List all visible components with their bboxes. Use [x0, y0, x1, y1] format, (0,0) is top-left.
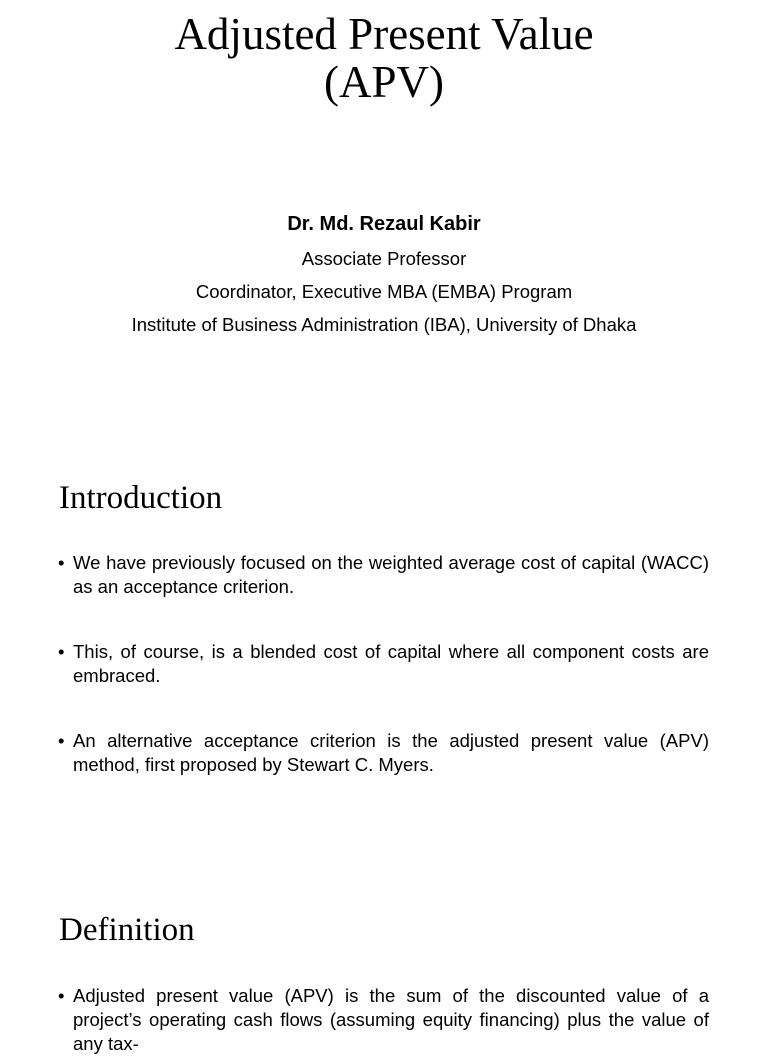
author-role: Coordinator, Executive MBA (EMBA) Program	[195, 281, 573, 302]
list-item	[58, 984, 709, 1056]
author-block	[0, 210, 768, 341]
list-item	[58, 640, 709, 688]
bullet-icon: •	[58, 641, 65, 662]
bullet-text: Adjusted present value (APV) is the sum of the discounted value of a project’s operating cash flows (assuming equity financing) plus the value of any tax-	[73, 985, 709, 1054]
bullet-text: This, of course, is a blended cost of capital where all component costs are embraced.	[73, 641, 709, 686]
list-item	[58, 729, 709, 777]
definition-heading: Definition	[59, 912, 195, 948]
title-slide	[0, 0, 768, 420]
bullet-icon: •	[58, 552, 65, 573]
list-item	[58, 551, 709, 599]
author-title: Associate Professor	[301, 248, 467, 269]
bullet-icon: •	[58, 985, 65, 1006]
bullet-icon: •	[58, 730, 65, 751]
title-line-2: (APV)	[324, 57, 444, 107]
slide-title	[0, 10, 768, 106]
introduction-bullet-list	[58, 551, 709, 818]
bullet-text: We have previously focused on the weighted average cost of capital (WACC) as an acceptance criterion.	[73, 552, 709, 597]
introduction-heading: Introduction	[59, 480, 223, 516]
bullet-text: An alternative acceptance criterion is the adjusted present value (APV) method, first proposed by Stewart C. Myers.	[73, 730, 709, 775]
author-institution: Institute of Business Administration (IBA), University of Dhaka	[131, 314, 637, 335]
definition-bullet-list	[58, 984, 709, 1056]
author-name: Dr. Md. Rezaul Kabir	[287, 213, 481, 235]
title-line-1: Adjusted Present Value	[174, 9, 594, 59]
